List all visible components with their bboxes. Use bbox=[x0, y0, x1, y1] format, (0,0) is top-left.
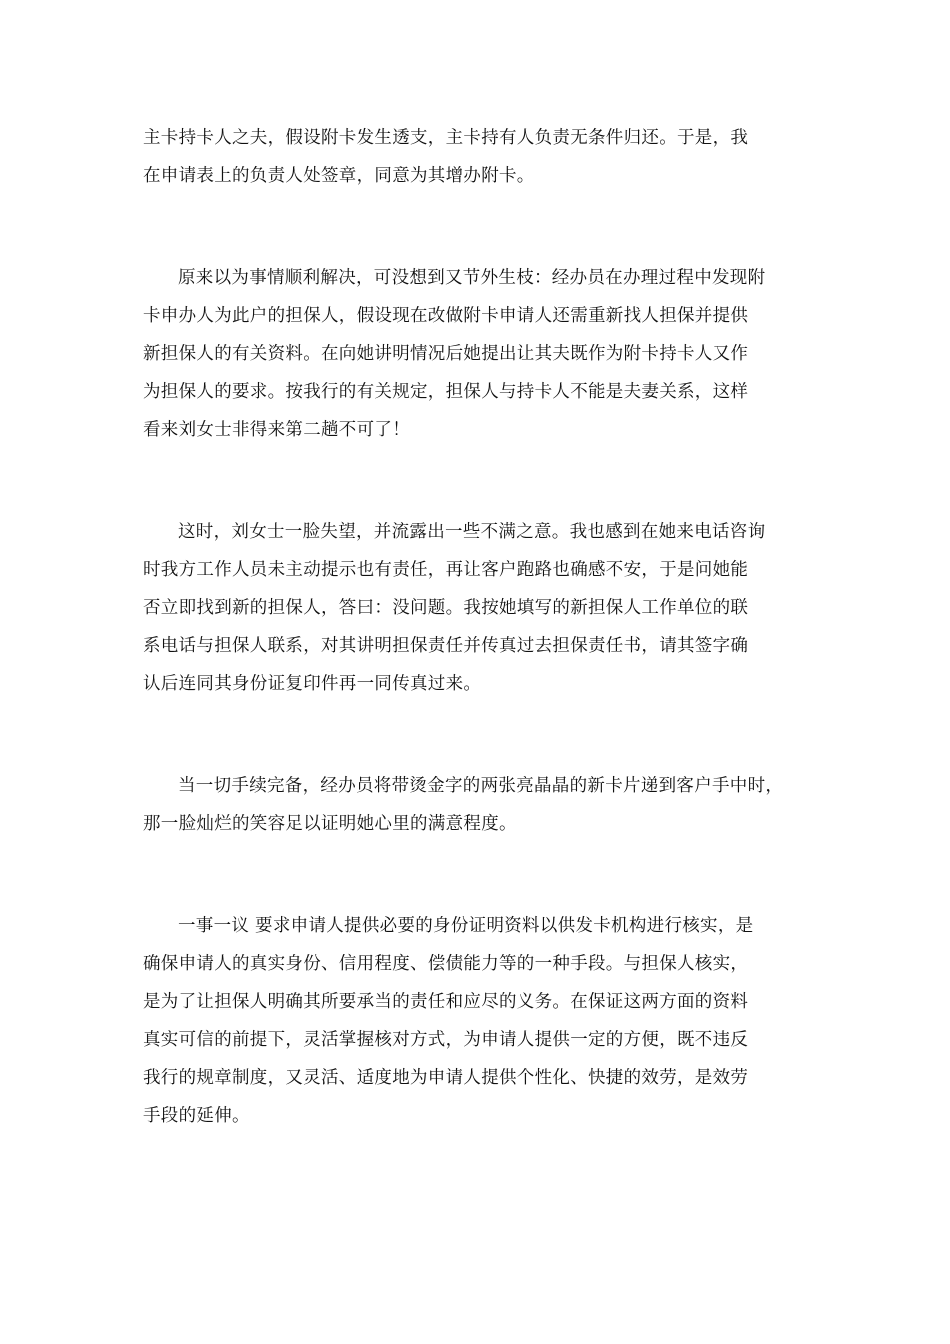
text-line: 为担保人的要求。按我行的有关规定，担保人与持卡人不能是夫妻关系，这样 bbox=[143, 382, 749, 402]
paragraph-complication bbox=[143, 259, 833, 449]
text-line: 那一脸灿烂的笑容足以证明她心里的满意程度。 bbox=[143, 814, 517, 834]
text-line: 手段的延伸。 bbox=[143, 1106, 250, 1126]
text-line: 这时，刘女士一脸失望，并流露出一些不满之意。我也感到在她来电话咨询 bbox=[178, 522, 766, 542]
text-line: 新担保人的有关资料。在向她讲明情况后她提出让其夫既作为附卡持卡人又作 bbox=[143, 344, 749, 364]
paragraph-resolution bbox=[143, 513, 833, 703]
text-line: 真实可信的前提下，灵活掌握核对方式，为申请人提供一定的方便，既不违反 bbox=[143, 1030, 749, 1050]
text-line: 是为了让担保人明确其所要承当的责任和应尽的义务。在保证这两方面的资料 bbox=[143, 992, 749, 1012]
text-line: 否立即找到新的担保人，答曰：没问题。我按她填写的新担保人工作单位的联 bbox=[143, 598, 749, 618]
text-line: 主卡持卡人之夫，假设附卡发生透支，主卡持有人负责无条件归还。于是，我 bbox=[143, 128, 749, 148]
text-line: 原来以为事情顺利解决，可没想到又节外生枝：经办员在办理过程中发现附 bbox=[178, 268, 766, 288]
text-line: 看来刘女士非得来第二趟不可了！ bbox=[143, 420, 410, 440]
text-line: 在申请表上的负责人处签章，同意为其增办附卡。 bbox=[143, 166, 535, 186]
text-line: 认后连同其身份证复印件再一同传真过来。 bbox=[143, 674, 482, 694]
paragraph-commentary bbox=[143, 907, 833, 1135]
text-line: 我行的规章制度，又灵活、适度地为申请人提供个性化、快捷的效劳，是效劳 bbox=[143, 1068, 749, 1088]
text-line: 一事一议 要求申请人提供必要的身份证明资料以供发卡机构进行核实，是 bbox=[178, 916, 754, 936]
text-line: 时我方工作人员未主动提示也有责任，再让客户跑路也确感不安，于是问她能 bbox=[143, 560, 749, 580]
text-line: 确保申请人的真实身份、信用程度、偿债能力等的一种手段。与担保人核实， bbox=[143, 954, 749, 974]
text-line: 卡申办人为此户的担保人，假设现在改做附卡申请人还需重新找人担保并提供 bbox=[143, 306, 749, 326]
paragraph-outcome bbox=[143, 767, 833, 843]
paragraph-continuation bbox=[143, 119, 833, 195]
text-line: 当一切手续完备，经办员将带烫金字的两张亮晶晶的新卡片递到客户手中时， bbox=[178, 776, 784, 796]
text-line: 系电话与担保人联系，对其讲明担保责任并传真过去担保责任书，请其签字确 bbox=[143, 636, 749, 656]
